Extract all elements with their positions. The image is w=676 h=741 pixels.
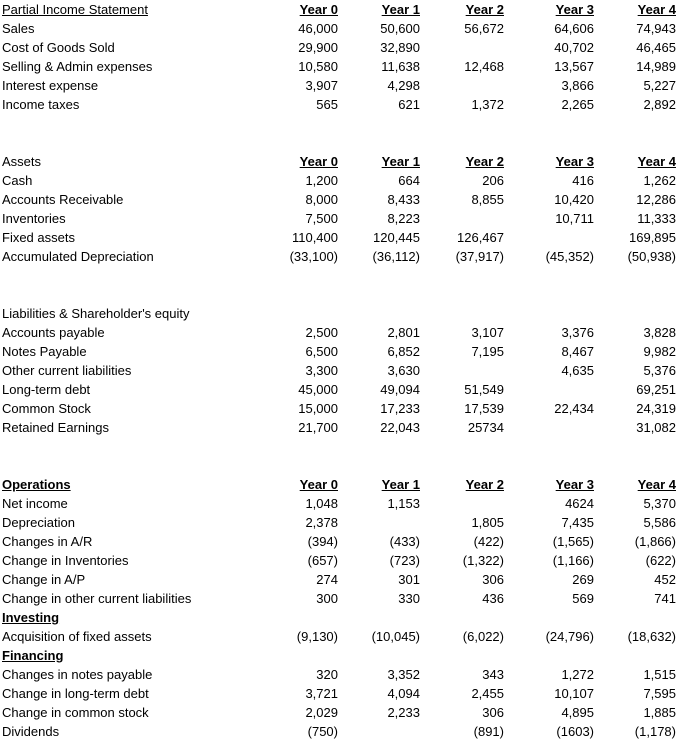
- row-label-cell[interactable]: Change in other current liabilities: [2, 591, 192, 606]
- value-cell[interactable]: (33,100): [289, 249, 338, 264]
- empty-cell[interactable]: [594, 114, 676, 133]
- row-label-cell[interactable]: Other current liabilities: [2, 363, 132, 378]
- row-label-cell[interactable]: Cash: [2, 173, 33, 188]
- value-cell[interactable]: (1,866): [634, 534, 676, 549]
- value-cell[interactable]: [338, 608, 420, 627]
- empty-cell[interactable]: [272, 456, 338, 475]
- value-cell[interactable]: (9,130): [296, 629, 338, 644]
- value-cell[interactable]: 1,048: [305, 496, 338, 511]
- value-cell[interactable]: [594, 304, 676, 323]
- value-cell[interactable]: 15,000: [298, 401, 338, 416]
- empty-cell[interactable]: [272, 437, 338, 456]
- value-cell[interactable]: 51,549: [464, 382, 504, 397]
- row-label-cell[interactable]: Net income: [2, 496, 68, 511]
- value-cell[interactable]: (1,178): [634, 724, 676, 739]
- value-cell[interactable]: 2,029: [305, 705, 338, 720]
- value-cell[interactable]: 49,094: [380, 382, 420, 397]
- empty-cell[interactable]: [504, 133, 594, 152]
- value-cell[interactable]: [338, 304, 420, 323]
- value-cell[interactable]: 22,434: [554, 401, 594, 416]
- value-cell[interactable]: 436: [482, 591, 504, 606]
- value-cell[interactable]: 5,370: [643, 496, 676, 511]
- table-row: [0, 38, 676, 57]
- value-cell[interactable]: 12,468: [464, 59, 504, 74]
- empty-cell[interactable]: [420, 114, 504, 133]
- value-cell[interactable]: (891): [473, 724, 504, 739]
- year-header-cell[interactable]: Year 0: [299, 154, 338, 169]
- value-cell[interactable]: 11,638: [381, 59, 420, 74]
- value-cell[interactable]: 330: [398, 591, 420, 606]
- value-cell[interactable]: 4,895: [561, 705, 594, 720]
- table-row: [0, 627, 676, 646]
- value-cell[interactable]: 10,107: [554, 686, 594, 701]
- value-cell[interactable]: (723): [389, 553, 420, 568]
- value-cell[interactable]: 2,455: [471, 686, 504, 701]
- blank-row: [0, 133, 676, 152]
- empty-cell[interactable]: [272, 114, 338, 133]
- row-label-cell[interactable]: Financing: [2, 648, 64, 663]
- empty-cell[interactable]: [594, 437, 676, 456]
- value-cell[interactable]: 2,801: [387, 325, 420, 340]
- empty-cell[interactable]: [338, 266, 420, 285]
- table-row: [0, 665, 676, 684]
- empty-cell[interactable]: [0, 437, 272, 456]
- value-cell[interactable]: 1,272: [561, 667, 594, 682]
- empty-cell[interactable]: [272, 133, 338, 152]
- value-cell[interactable]: [420, 76, 504, 95]
- value-cell[interactable]: [420, 494, 504, 513]
- value-cell[interactable]: (657): [307, 553, 338, 568]
- value-cell[interactable]: 22,043: [380, 420, 420, 435]
- table-row: [0, 532, 676, 551]
- row-label-cell[interactable]: Changes in A/R: [2, 534, 93, 549]
- header-row: [0, 152, 676, 171]
- value-cell[interactable]: [594, 646, 676, 665]
- value-cell[interactable]: 5,586: [643, 515, 676, 530]
- value-cell[interactable]: 13,567: [554, 59, 594, 74]
- value-cell[interactable]: [504, 304, 594, 323]
- year-header-cell[interactable]: Year 0: [299, 2, 338, 17]
- empty-cell[interactable]: [0, 456, 272, 475]
- table-row: [0, 418, 676, 437]
- value-cell[interactable]: 664: [398, 173, 420, 188]
- table-row: [0, 513, 676, 532]
- value-cell[interactable]: 2,265: [561, 97, 594, 112]
- value-cell[interactable]: 64,606: [554, 21, 594, 36]
- row-label-cell[interactable]: Liabilities & Shareholder's equity: [2, 306, 190, 321]
- empty-cell[interactable]: [338, 133, 420, 152]
- blank-row: [0, 114, 676, 133]
- value-cell[interactable]: [504, 380, 594, 399]
- value-cell[interactable]: (1,322): [462, 553, 504, 568]
- empty-cell[interactable]: [420, 133, 504, 152]
- value-cell[interactable]: 4,635: [561, 363, 594, 378]
- empty-cell[interactable]: [0, 285, 272, 304]
- value-cell[interactable]: (422): [473, 534, 504, 549]
- table-row: [0, 19, 676, 38]
- value-cell[interactable]: 10,420: [554, 192, 594, 207]
- value-cell[interactable]: 569: [572, 591, 594, 606]
- year-header-cell[interactable]: Year 4: [637, 477, 676, 492]
- empty-cell[interactable]: [0, 133, 272, 152]
- value-cell[interactable]: (18,632): [627, 629, 676, 644]
- value-cell[interactable]: 1,262: [643, 173, 676, 188]
- value-cell[interactable]: 269: [572, 572, 594, 587]
- value-cell[interactable]: 3,376: [561, 325, 594, 340]
- value-cell[interactable]: 306: [482, 705, 504, 720]
- value-cell[interactable]: 1,200: [305, 173, 338, 188]
- table-row: [0, 95, 676, 114]
- value-cell[interactable]: (6,022): [462, 629, 504, 644]
- value-cell[interactable]: 1,805: [471, 515, 504, 530]
- row-label-cell[interactable]: Long-term debt: [2, 382, 91, 397]
- value-cell[interactable]: 14,989: [636, 59, 676, 74]
- empty-cell[interactable]: [338, 437, 420, 456]
- row-label-cell[interactable]: Assets: [2, 154, 42, 169]
- value-cell[interactable]: [272, 304, 338, 323]
- blank-row: [0, 285, 676, 304]
- value-cell[interactable]: 24,319: [636, 401, 676, 416]
- row-label-cell[interactable]: Operations: [2, 477, 71, 492]
- value-cell[interactable]: 4,298: [387, 78, 420, 93]
- value-cell[interactable]: 7,435: [561, 515, 594, 530]
- row-label-cell[interactable]: Depreciation: [2, 515, 75, 530]
- empty-cell[interactable]: [594, 456, 676, 475]
- value-cell[interactable]: [504, 646, 594, 665]
- value-cell[interactable]: 1,153: [387, 496, 420, 511]
- value-cell[interactable]: 17,539: [464, 401, 504, 416]
- row-label-cell[interactable]: Sales: [2, 21, 35, 36]
- value-cell[interactable]: (1,166): [552, 553, 594, 568]
- value-cell[interactable]: [338, 646, 420, 665]
- empty-cell[interactable]: [272, 266, 338, 285]
- empty-cell[interactable]: [594, 285, 676, 304]
- row-label-cell[interactable]: Cost of Goods Sold: [2, 40, 115, 55]
- empty-cell[interactable]: [0, 114, 272, 133]
- value-cell[interactable]: 21,700: [298, 420, 338, 435]
- row-label-cell[interactable]: Change in A/P: [2, 572, 86, 587]
- year-header-cell[interactable]: Year 3: [555, 154, 594, 169]
- empty-cell[interactable]: [504, 114, 594, 133]
- value-cell[interactable]: 25734: [467, 420, 504, 435]
- value-cell[interactable]: [420, 209, 504, 228]
- value-cell[interactable]: [420, 646, 504, 665]
- value-cell[interactable]: 274: [316, 572, 338, 587]
- value-cell[interactable]: 2,892: [643, 97, 676, 112]
- value-cell[interactable]: [420, 38, 504, 57]
- value-cell[interactable]: 7,595: [643, 686, 676, 701]
- row-label-cell[interactable]: Changes in notes payable: [2, 667, 153, 682]
- value-cell[interactable]: (50,938): [627, 249, 676, 264]
- table-row: [0, 608, 676, 627]
- row-label-cell[interactable]: Change in common stock: [2, 705, 149, 720]
- row-label-cell[interactable]: Interest expense: [2, 78, 99, 93]
- table-row: [0, 228, 676, 247]
- table-row: [0, 209, 676, 228]
- value-cell[interactable]: 4,094: [387, 686, 420, 701]
- value-cell[interactable]: [420, 304, 504, 323]
- value-cell[interactable]: 3,721: [305, 686, 338, 701]
- year-header-cell[interactable]: Year 3: [555, 2, 594, 17]
- row-label-cell[interactable]: Selling & Admin expenses: [2, 59, 153, 74]
- value-cell[interactable]: 11,333: [637, 211, 676, 226]
- value-cell[interactable]: [420, 361, 504, 380]
- value-cell[interactable]: (1,565): [552, 534, 594, 549]
- value-cell[interactable]: 300: [316, 591, 338, 606]
- year-header-cell[interactable]: Year 1: [381, 2, 420, 17]
- table-row: [0, 494, 676, 513]
- value-cell[interactable]: 10,580: [298, 59, 338, 74]
- value-cell[interactable]: (394): [307, 534, 338, 549]
- empty-cell[interactable]: [420, 285, 504, 304]
- value-cell[interactable]: (36,112): [372, 249, 420, 264]
- row-label-cell[interactable]: Retained Earnings: [2, 420, 109, 435]
- empty-cell[interactable]: [504, 266, 594, 285]
- value-cell[interactable]: 3,352: [387, 667, 420, 682]
- value-cell[interactable]: 110,400: [291, 230, 338, 245]
- value-cell[interactable]: 5,376: [643, 363, 676, 378]
- row-label-cell[interactable]: Accounts Receivable: [2, 192, 124, 207]
- value-cell[interactable]: 31,082: [636, 420, 676, 435]
- value-cell[interactable]: 3,630: [387, 363, 420, 378]
- value-cell[interactable]: 4624: [565, 496, 594, 511]
- table-row: [0, 399, 676, 418]
- value-cell[interactable]: [504, 418, 594, 437]
- value-cell[interactable]: 1,372: [471, 97, 504, 112]
- blank-row: [0, 437, 676, 456]
- row-label-cell[interactable]: Notes Payable: [2, 344, 87, 359]
- value-cell[interactable]: 3,300: [305, 363, 338, 378]
- value-cell[interactable]: 6,500: [305, 344, 338, 359]
- value-cell[interactable]: 6,852: [387, 344, 420, 359]
- row-label-cell[interactable]: Acquisition of fixed assets: [2, 629, 152, 644]
- table-row: [0, 589, 676, 608]
- value-cell[interactable]: 8,000: [305, 192, 338, 207]
- value-cell[interactable]: (622): [645, 553, 676, 568]
- value-cell[interactable]: 69,251: [636, 382, 676, 397]
- value-cell[interactable]: 32,890: [380, 40, 420, 55]
- empty-cell[interactable]: [338, 114, 420, 133]
- value-cell[interactable]: 2,233: [387, 705, 420, 720]
- empty-cell[interactable]: [420, 266, 504, 285]
- row-label-cell[interactable]: Dividends: [2, 724, 60, 739]
- value-cell[interactable]: 40,702: [554, 40, 594, 55]
- value-cell[interactable]: [594, 608, 676, 627]
- row-label-cell[interactable]: Income taxes: [2, 97, 80, 112]
- row-label-cell[interactable]: Investing: [2, 610, 60, 625]
- empty-cell[interactable]: [594, 133, 676, 152]
- value-cell[interactable]: 1,885: [643, 705, 676, 720]
- value-cell[interactable]: 3,907: [305, 78, 338, 93]
- year-header-cell[interactable]: Year 1: [381, 154, 420, 169]
- table-row: [0, 722, 676, 741]
- table-row: [0, 703, 676, 722]
- table-row: [0, 342, 676, 361]
- table-row: [0, 380, 676, 399]
- empty-cell[interactable]: [504, 285, 594, 304]
- value-cell[interactable]: 7,195: [471, 344, 504, 359]
- value-cell[interactable]: (1603): [556, 724, 594, 739]
- header-row: [0, 475, 676, 494]
- year-header-cell[interactable]: Year 2: [465, 2, 504, 17]
- value-cell[interactable]: 17,233: [380, 401, 420, 416]
- row-label-cell[interactable]: Accumulated Depreciation: [2, 249, 154, 264]
- value-cell[interactable]: 5,227: [643, 78, 676, 93]
- value-cell[interactable]: 8,467: [561, 344, 594, 359]
- value-cell[interactable]: 12,286: [636, 192, 676, 207]
- row-label-cell[interactable]: Change in Inventories: [2, 553, 129, 568]
- table-row: [0, 570, 676, 589]
- value-cell[interactable]: 2,500: [305, 325, 338, 340]
- value-cell[interactable]: 7,500: [305, 211, 338, 226]
- table-row: [0, 247, 676, 266]
- value-cell[interactable]: 621: [398, 97, 420, 112]
- blank-row: [0, 456, 676, 475]
- year-header-cell[interactable]: Year 2: [465, 154, 504, 169]
- value-cell[interactable]: 320: [316, 667, 338, 682]
- empty-cell[interactable]: [420, 437, 504, 456]
- table-row: [0, 684, 676, 703]
- table-row: [0, 76, 676, 95]
- year-header-cell[interactable]: Year 0: [299, 477, 338, 492]
- year-header-cell[interactable]: Year 2: [465, 477, 504, 492]
- value-cell[interactable]: 74,943: [636, 21, 676, 36]
- row-label-cell[interactable]: Partial Income Statement: [2, 2, 148, 17]
- value-cell[interactable]: 8,433: [387, 192, 420, 207]
- value-cell[interactable]: 452: [654, 572, 676, 587]
- table-row: [0, 323, 676, 342]
- table-row: [0, 361, 676, 380]
- value-cell[interactable]: [504, 228, 594, 247]
- value-cell[interactable]: (10,045): [371, 629, 420, 644]
- table-row: [0, 171, 676, 190]
- empty-cell[interactable]: [0, 266, 272, 285]
- empty-cell[interactable]: [504, 456, 594, 475]
- table-row: [0, 304, 676, 323]
- value-cell[interactable]: 46,465: [636, 40, 676, 55]
- header-row: [0, 0, 676, 19]
- empty-cell[interactable]: [504, 437, 594, 456]
- value-cell[interactable]: 2,378: [305, 515, 338, 530]
- row-label-cell[interactable]: Fixed assets: [2, 230, 75, 245]
- value-cell[interactable]: 3,866: [561, 78, 594, 93]
- row-label-cell[interactable]: Inventories: [2, 211, 66, 226]
- value-cell[interactable]: 50,600: [380, 21, 420, 36]
- year-header-cell[interactable]: Year 4: [637, 2, 676, 17]
- value-cell[interactable]: (24,796): [545, 629, 594, 644]
- value-cell[interactable]: (433): [389, 534, 420, 549]
- value-cell[interactable]: 206: [482, 173, 504, 188]
- value-cell[interactable]: [338, 722, 420, 741]
- value-cell[interactable]: 741: [654, 591, 676, 606]
- empty-cell[interactable]: [338, 456, 420, 475]
- row-label-cell[interactable]: Common Stock: [2, 401, 91, 416]
- value-cell[interactable]: 126,467: [457, 230, 504, 245]
- value-cell[interactable]: (750): [307, 724, 338, 739]
- value-cell[interactable]: 56,672: [464, 21, 504, 36]
- empty-cell[interactable]: [420, 456, 504, 475]
- row-label-cell[interactable]: Change in long-term debt: [2, 686, 149, 701]
- value-cell[interactable]: 10,711: [555, 211, 594, 226]
- value-cell[interactable]: 3,828: [643, 325, 676, 340]
- row-label-cell[interactable]: Accounts payable: [2, 325, 105, 340]
- value-cell[interactable]: 416: [572, 173, 594, 188]
- value-cell[interactable]: 29,900: [298, 40, 338, 55]
- value-cell[interactable]: 45,000: [298, 382, 338, 397]
- year-header-cell[interactable]: Year 4: [637, 154, 676, 169]
- value-cell[interactable]: 343: [482, 667, 504, 682]
- table-row: [0, 57, 676, 76]
- value-cell[interactable]: 565: [316, 97, 338, 112]
- value-cell[interactable]: [338, 513, 420, 532]
- year-header-cell[interactable]: Year 1: [381, 477, 420, 492]
- table-row: [0, 551, 676, 570]
- value-cell[interactable]: 8,223: [387, 211, 420, 226]
- empty-cell[interactable]: [272, 285, 338, 304]
- blank-row: [0, 266, 676, 285]
- value-cell[interactable]: 306: [482, 572, 504, 587]
- value-cell[interactable]: [420, 608, 504, 627]
- value-cell[interactable]: [272, 608, 338, 627]
- value-cell[interactable]: 9,982: [643, 344, 676, 359]
- table-row: [0, 646, 676, 665]
- value-cell[interactable]: 120,445: [373, 230, 420, 245]
- value-cell[interactable]: 301: [398, 572, 420, 587]
- value-cell[interactable]: [272, 646, 338, 665]
- table-row: [0, 190, 676, 209]
- value-cell[interactable]: 169,895: [629, 230, 676, 245]
- value-cell[interactable]: (37,917): [455, 249, 504, 264]
- value-cell[interactable]: 3,107: [471, 325, 504, 340]
- value-cell[interactable]: 1,515: [643, 667, 676, 682]
- value-cell[interactable]: 8,855: [471, 192, 504, 207]
- year-header-cell[interactable]: Year 3: [555, 477, 594, 492]
- value-cell[interactable]: (45,352): [545, 249, 594, 264]
- value-cell[interactable]: [504, 608, 594, 627]
- empty-cell[interactable]: [594, 266, 676, 285]
- value-cell[interactable]: 46,000: [298, 21, 338, 36]
- empty-cell[interactable]: [338, 285, 420, 304]
